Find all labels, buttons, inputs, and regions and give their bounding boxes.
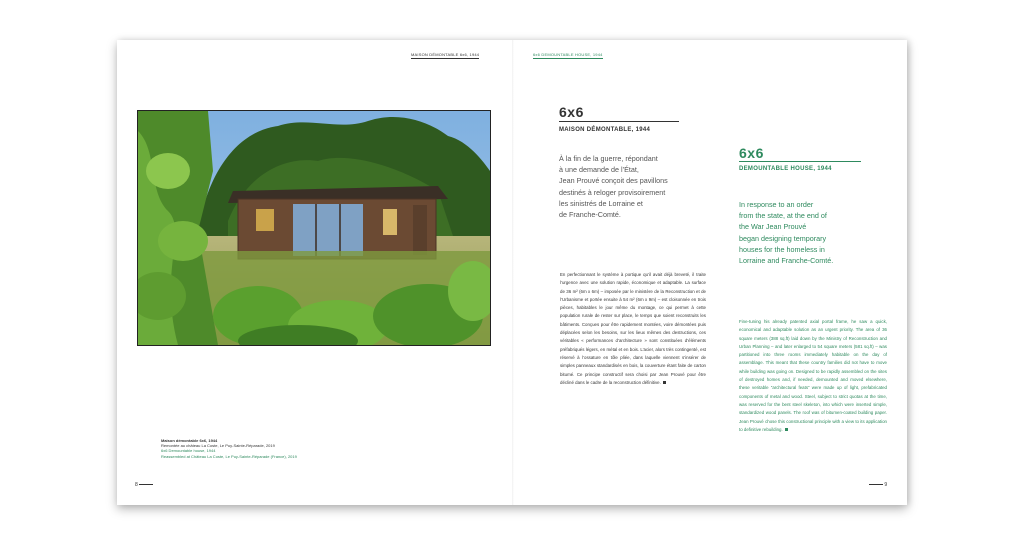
caption-en-place: Reassembled at Château La Coste, Le Puy-Sainte-Réparade (France), 2019	[161, 453, 297, 459]
book-spread	[117, 40, 907, 505]
gutter-shadow	[512, 40, 514, 505]
caption-fr-title: Maison démontable 6x6, 1944	[161, 438, 218, 443]
running-header-right: 6x6 DEMOUNTABLE HOUSE, 1944	[533, 52, 603, 57]
subtitle-fr: MAISON DÉMONTABLE, 1944	[559, 127, 651, 133]
caption-fr-place: Remontée au château La Coste, Le Puy-Sainte-Réparade, 2019	[161, 443, 275, 449]
caption-en-title: 6x6 Demountable house, 1944	[161, 448, 216, 454]
lead-en: In response to an order from the state, at the end of the War Jean Prouvé began designing temporary houses for the homeless in Lorraine and Franche-Comté.	[739, 200, 834, 266]
page-number-left: 8	[135, 482, 153, 488]
title-en: 6x6	[739, 145, 764, 161]
title-fr: 6x6	[559, 104, 584, 120]
end-mark-fr	[663, 381, 666, 384]
subtitle-en: DEMOUNTABLE HOUSE, 1944	[739, 166, 832, 172]
house-photograph	[137, 110, 491, 346]
running-header-left: MAISON DÉMONTABLE 6x6, 1944	[411, 52, 480, 57]
lead-fr: À la fin de la guerre, répondant à une demande de l’État, Jean Prouvé conçoit des pavillons destinés à reloger provisoirement les sinistrés de Lorraine et de Franche-Comté.	[559, 154, 668, 220]
photo-caption	[161, 438, 411, 459]
page-number-right: 9	[869, 482, 887, 488]
end-mark-en	[785, 428, 788, 431]
body-fr: En perfectionnant le système à portique qu’il avait déjà breveté, il traite l’urgence avec une solution rapide, économique et adaptable. La surface de 36 m² (6m x 6m) – imposée par le ministère de la Reconstruction et de l’Urbanisme et portée ensuite à 54 m² (6m x 9m) – est cloisonnée en trois pièces, habitables le jour même du montage, ce qui permet à cette population rurale de rester sur place, le temps que soient reconstruits les bâtiments. Conçues pour être rapidement montées, voire démontées puis déplacées selon les besoins, sur les lieux mêmes des destructions, ces véritables « performances d’architecture » sont constituées d’éléments préfabriqués légers, en métal et en bois. L’acier, alors très contingenté, est réservé à l’ossature en tôle pliée, dans laquelle viennent s’insérer de simples panneaux standardisés en bois, la couverture étant faite de carton bitumé. Ce principe constructif sera choisi par Jean Prouvé pour être décliné dans le cadre de la reconstruction définitive.	[560, 272, 706, 385]
body-en: Fine-tuning his already patented axial portal frame, he saw a quick, economical and adaptable solution as an urgent priority. The area of 36 square meters (388 sq.ft) laid down by the Ministry of Reconstruction and Urban Planning – and later enlarged to 54 square meters (581 sq.ft) – was partitioned into three rooms immediately habitable on the day of assemblage. This meant that these country families did not have to move while building was going on. Designed to be rapidly assembled on the sites of destroyed homes and, if needed, demounted and moved elsewhere, these veritable “architectural feats” were made up of light, prefabricated components of metal and wood. Steel, subject to strict quotas at the time, was reserved for the bent steel skeleton, into which were inserted simple, standardized wood panels. The roof was of bitumen-coated building paper. Jean Prouvé chose this constructional principle with a view to its application to definitive rebuilding.	[739, 319, 887, 432]
title-rule-en	[739, 161, 861, 162]
title-rule-fr	[559, 121, 679, 122]
